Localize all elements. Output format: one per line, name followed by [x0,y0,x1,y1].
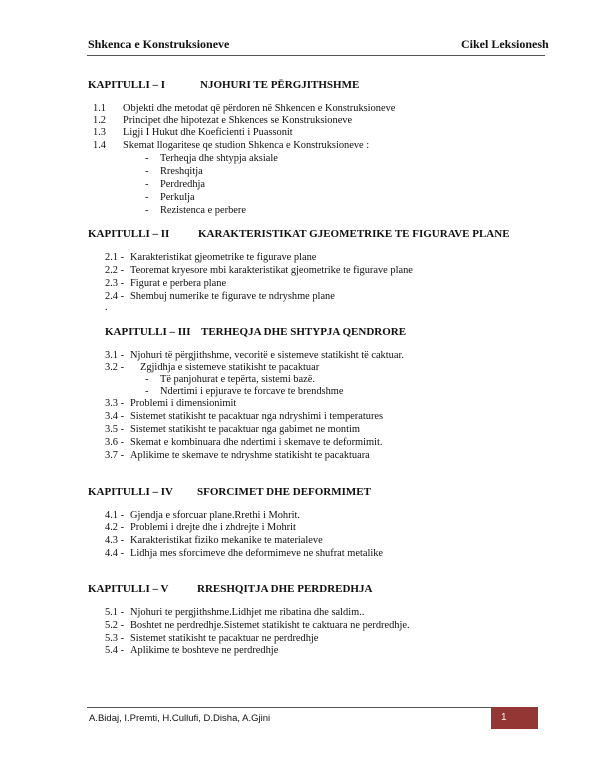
footer-authors: A.Bidaj, I.Premti, H.Cullufi, D.Disha, A.Gjini [89,713,271,724]
chapter-label: KAPITULLI – IV [88,486,173,498]
chapter-heading [105,326,407,338]
chapter-heading [88,228,510,240]
chapter-title: TERHEQJA DHE SHTYPJA QENDRORE [201,326,407,338]
chapter-title: SFORCIMET DHE DEFORMIMET [197,486,371,498]
page-number-badge: 1 [491,707,538,729]
chapter-title: NJOHURI TE PËRGJITHSHME [200,79,360,91]
chapter-label: KAPITULLI – I [88,79,166,91]
document-header-title: Shkenca e Konstruksioneve [88,37,230,51]
chapter-label: KAPITULLI – II [88,228,170,240]
chapter-heading [88,79,360,91]
header-rule [87,55,545,56]
trailing-dot: . [105,302,108,313]
chapter-label: KAPITULLI – V [88,583,169,595]
footer-rule [87,707,491,708]
document-header-subtitle: Cikel Leksionesh [461,37,549,51]
chapter-heading [88,583,373,595]
chapter-title: RRESHQITJA DHE PERDREDHJA [197,583,373,595]
chapter-heading [88,486,371,498]
chapter-title: KARAKTERISTIKAT GJEOMETRIKE TE FIGURAVE PLANE [198,228,510,240]
chapter-label: KAPITULLI – III [105,326,191,338]
